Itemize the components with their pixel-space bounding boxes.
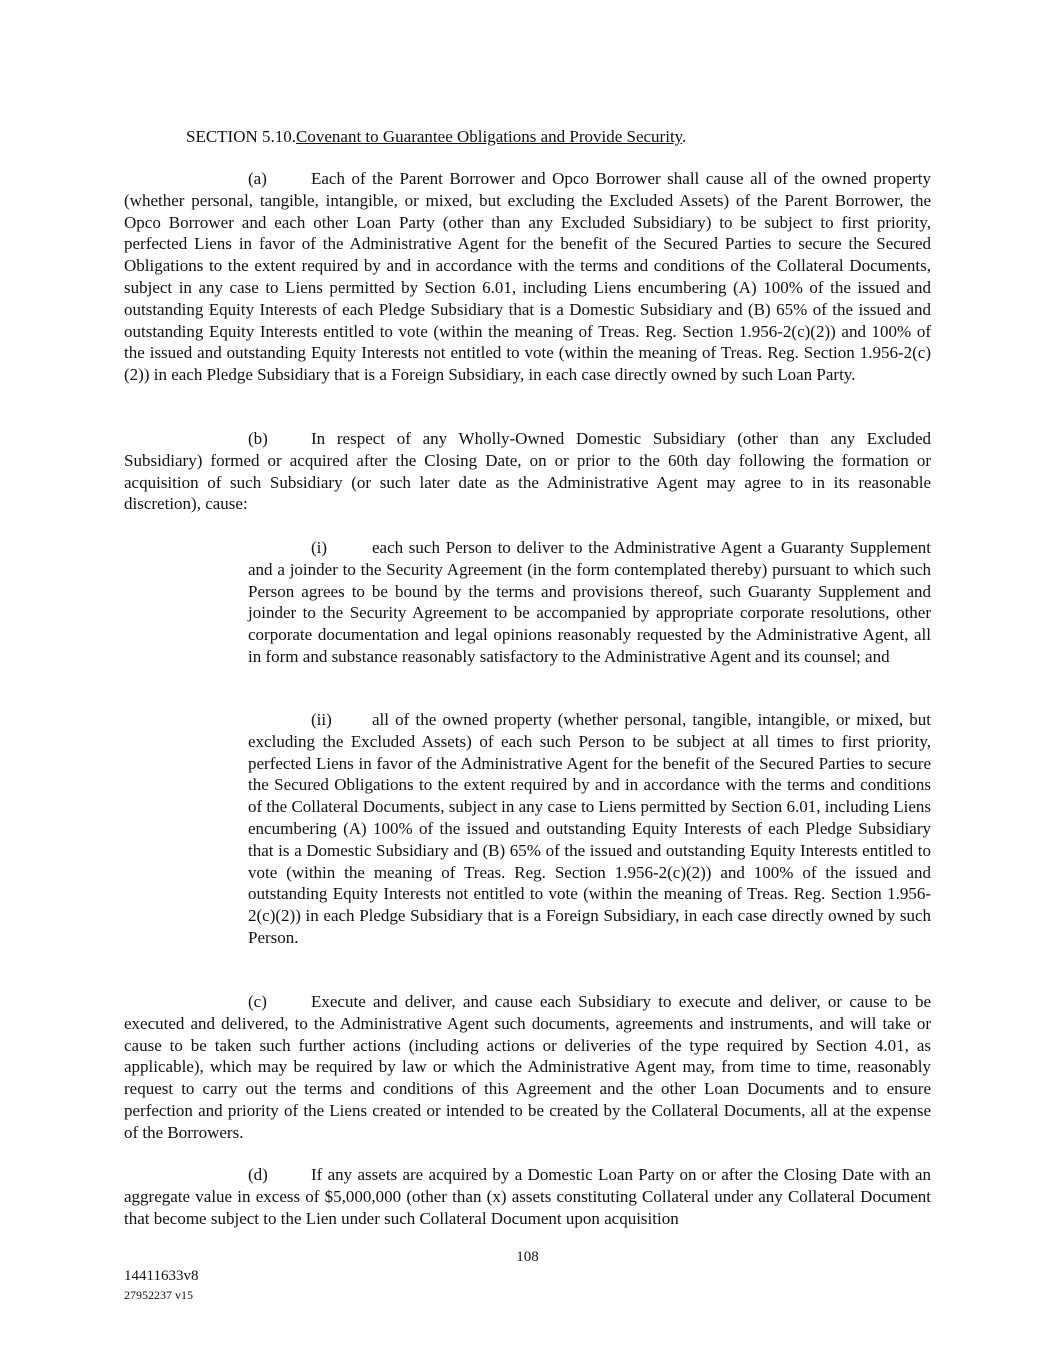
paragraph-a-label: (a) <box>248 169 267 188</box>
section-heading <box>186 126 686 148</box>
paragraph-b-i <box>248 537 931 668</box>
paragraph-d-text: If any assets are acquired by a Domestic Loan Party on or after the Closing Date with an aggregate value in excess of $5,000,000 (other than (x) assets constituting Collateral under any Collateral Document that become subject to the Lien under such Collateral Document upon acquisition <box>124 1165 931 1228</box>
paragraph-d-label: (d) <box>248 1165 268 1184</box>
paragraph-c-text: Execute and deliver, and cause each Subsidiary to execute and deliver, or cause to be executed and delivered, to the Administrative Agent such documents, agreements and instruments, and will take or cause to be taken such further actions (including actions or deliveries of the type required by Section 4.01, as applicable), which may be required by law or which the Administrative Agent may, from time to time, reasonably request to carry out the terms and conditions of this Agreement and the other Loan Documents and to ensure perfection and priority of the Liens created or intended to be created by the Collateral Documents, all at the expense of the Borrowers. <box>124 992 931 1142</box>
document-id-primary: 14411633v8 <box>124 1268 199 1284</box>
paragraph-b-label: (b) <box>248 429 268 448</box>
paragraph-d <box>124 1164 931 1229</box>
paragraph-a-text: Each of the Parent Borrower and Opco Borrower shall cause all of the owned property (whether personal, tangible, intangible, or mixed, but excluding the Excluded Assets) of the Parent Borrower, the Opco Borrower and each other Loan Party (other than any Excluded Subsidiary) to be subject to first priority, perfected Liens in favor of the Administrative Agent for the benefit of the Secured Parties to secure the Secured Obligations to the extent required by and in accordance with the terms and conditions of the Collateral Documents, subject in any case to Liens permitted by Section 6.01, including Liens encumbering (A) 100% of the issued and outstanding Equity Interests of each Pledge Subsidiary that is a Domestic Subsidiary and (B) 65% of the issued and outstanding Equity Interests entitled to vote (within the meaning of Treas. Reg. Section 1.956-2(c)(2)) and 100% of the issued and outstanding Equity Interests not entitled to vote (within the meaning of Treas. Reg. Section 1.956-2(c)(2)) in each Pledge Subsidiary that is a Foreign Subsidiary, in each case directly owned by such Loan Party. <box>124 169 931 385</box>
paragraph-b <box>124 428 931 515</box>
document-id-secondary: 27952237 v15 <box>124 1288 193 1302</box>
paragraph-c <box>124 991 931 1144</box>
section-title-end: . <box>682 127 687 146</box>
paragraph-b-i-label: (i) <box>311 538 328 557</box>
paragraph-b-ii-label: (ii) <box>311 710 332 729</box>
section-title: Covenant to Guarantee Obligations and Provide Security <box>296 127 683 146</box>
page-number: 108 <box>516 1249 539 1265</box>
paragraph-a <box>124 168 931 386</box>
paragraph-b-text: In respect of any Wholly-Owned Domestic Subsidiary (other than any Excluded Subsidiary) formed or acquired after the Closing Date, on or prior to the 60th day following the formation or acquisition of such Subsidiary (or such later date as the Administrative Agent may agree to in its reasonable discretion), cause: <box>124 429 931 514</box>
section-number: SECTION 5.10. <box>186 127 297 146</box>
paragraph-b-ii-text: all of the owned property (whether personal, tangible, intangible, or mixed, but excluding the Excluded Assets) of each such Person to be subject at all times to first priority, perfected Liens in favor of the Administrative Agent for the benefit of the Secured Parties to secure the Secured Obligations to the extent required by and in accordance with the terms and conditions of the Collateral Documents, subject in any case to Liens permitted by Section 6.01, including Liens encumbering (A) 100% of the issued and outstanding Equity Interests of each Pledge Subsidiary that is a Domestic Subsidiary and (B) 65% of the issued and outstanding Equity Interests entitled to vote (within the meaning of Treas. Reg. Section 1.956-2(c)(2)) and 100% of the issued and outstanding Equity Interests not entitled to vote (within the meaning of Treas. Reg. Section 1.956-2(c)(2)) in each Pledge Subsidiary that is a Foreign Subsidiary, in each case directly owned by such Person. <box>248 710 931 947</box>
paragraph-b-ii <box>248 709 931 949</box>
paragraph-b-i-text: each such Person to deliver to the Administrative Agent a Guaranty Supplement and a joinder to the Security Agreement (in the form contemplated thereby) pursuant to which such Person agrees to be bound by the terms and provisions thereof, such Guaranty Supplement and joinder to the Security Agreement to be accompanied by appropriate corporate resolutions, other corporate documentation and legal opinions reasonably requested by the Administrative Agent, all in form and substance reasonably satisfactory to the Administrative Agent and its counsel; and <box>248 538 931 666</box>
paragraph-c-label: (c) <box>248 992 267 1011</box>
